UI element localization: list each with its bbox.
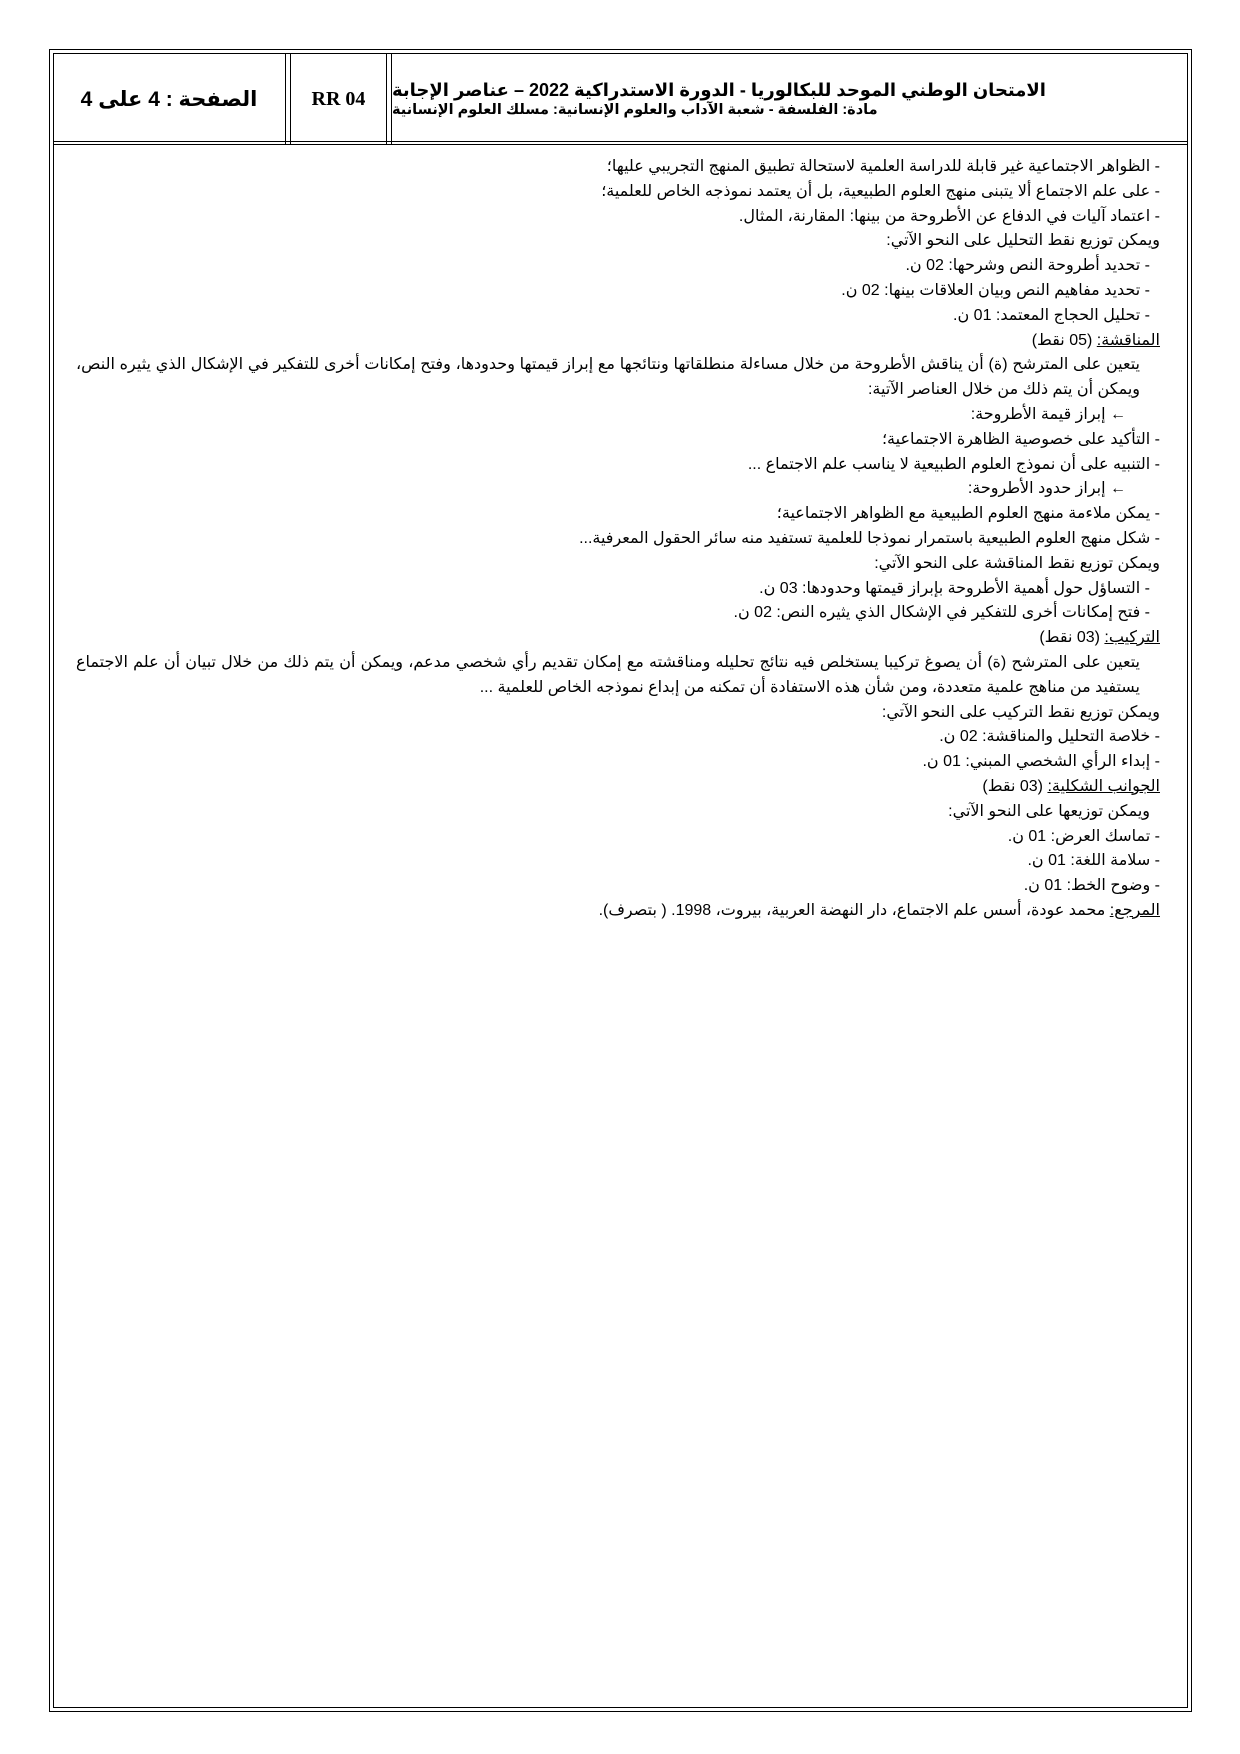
- discussion-paragraph: يتعين على المترشح (ة) أن يناقش الأطروحة من خلال مساءلة منطلقاتها ونتائجها مع إبراز قيمتها وحدودها، وفتح إمكانات أخرى للتفكير في الإشكال الذي يثيره النص، ويمكن أن يتم ذلك من خلال العناصر الآتية:: [76, 356, 1140, 399]
- limits-item: - شكل منهج العلوم الطبيعية باستمرار نموذجا للعلمية تستفيد منه سائر الحقول المعرفية...: [579, 529, 1160, 547]
- discussion-heading: المناقشة:: [1096, 331, 1160, 349]
- answer-key-content: [76, 155, 1160, 924]
- exam-code: RR 04: [311, 87, 366, 110]
- analysis-distribution-intro: ويمكن توزيع نقط التحليل على النحو الآتي:: [886, 232, 1160, 250]
- analysis-bullet: - على علم الاجتماع ألا يتبنى منهج العلوم الطبيعية، بل أن يعتمد نموذجه الخاص للعلمية؛: [601, 182, 1160, 200]
- exam-title: الامتحان الوطني الموحد للبكالوريا - الدورة الاستدراكية 2022 – عناصر الإجابة: [392, 80, 1046, 100]
- discussion-section: [76, 329, 1160, 627]
- header-separator: [53, 141, 1188, 145]
- discussion-point: - التساؤل حول أهمية الأطروحة بإبراز قيمتها وحدودها: 03 ن.: [759, 579, 1150, 597]
- formal-point: - تماسك العرض: 01 ن.: [1007, 827, 1160, 845]
- value-item: - التأكيد على خصوصية الظاهرة الاجتماعية؛: [881, 430, 1160, 448]
- exam-title-block: [392, 53, 1188, 145]
- synthesis-heading-line: [76, 626, 1160, 651]
- formal-distribution-intro: ويمكن توزيعها على النحو الآتي:: [948, 802, 1150, 820]
- discussion-point: - فتح إمكانات أخرى للتفكير في الإشكال الذي يثيره النص: 02 ن.: [733, 604, 1150, 622]
- formal-heading-line: [76, 775, 1160, 800]
- formal-score: (03 نقط): [982, 777, 1048, 795]
- analysis-point: - تحليل الحجاج المعتمد: 01 ن.: [953, 306, 1150, 324]
- reference-label: المرجع:: [1109, 901, 1160, 919]
- analysis-point: - تحديد أطروحة النص وشرحها: 02 ن.: [905, 257, 1150, 275]
- reference-text: محمد عودة، أسس علم الاجتماع، دار النهضة العربية، بيروت، 1998. ( بتصرف).: [598, 901, 1110, 919]
- synthesis-distribution-intro: ويمكن توزيع نقط التركيب على النحو الآتي:: [881, 703, 1160, 721]
- analysis-bullet: - الظواهر الاجتماعية غير قابلة للدراسة العلمية لاستحالة تطبيق المنهج التجريبي عليها؛: [606, 158, 1160, 175]
- value-item: - التنبيه على أن نموذج العلوم الطبيعية لا يناسب علم الاجتماع ...: [747, 455, 1160, 473]
- formal-point: - وضوح الخط: 01 ن.: [1023, 877, 1160, 895]
- analysis-point: - تحديد مفاهيم النص وبيان العلاقات بينها: 02 ن.: [841, 281, 1150, 299]
- limits-item: - يمكن ملاءمة منهج العلوم الطبيعية مع الظواهر الاجتماعية؛: [776, 505, 1160, 523]
- synthesis-score: (03 نقط): [1039, 629, 1105, 647]
- page-number: الصفحة : 4 على 4: [80, 87, 258, 111]
- synthesis-paragraph: يتعين على المترشح (ة) أن يصوغ تركيبا يستخلص فيه نتائج تحليله ومناقشته مع إمكان تقديم رأي شخصي مدعم، ويمكن أن يتم ذلك من خلال تبيان أن علم الاجتماع يستفيد من مناهج علمية متعددة، ومن شأن هذه الاستفادة أن تمكنه من إبداع نموذجه الخاص للعلمية ...: [76, 653, 1141, 696]
- reference-line: [76, 899, 1160, 924]
- exam-subject: مادة: الفلسفة - شعبة الآداب والعلوم الإنسانية: مسلك العلوم الإنسانية: [392, 102, 878, 118]
- formal-point: - سلامة اللغة: 01 ن.: [1027, 852, 1160, 870]
- analysis-section: [76, 155, 1160, 329]
- exam-header: [53, 53, 1188, 145]
- analysis-bullet: - اعتماد آليات في الدفاع عن الأطروحة من بينها: المقارنة، المثال.: [738, 207, 1160, 225]
- limits-heading: ← إبراز حدود الأطروحة:: [967, 480, 1126, 498]
- formal-section: [76, 775, 1160, 899]
- synthesis-point: - خلاصة التحليل والمناقشة: 02 ن.: [939, 728, 1160, 746]
- synthesis-point: - إبداء الرأي الشخصي المبني: 01 ن.: [922, 753, 1160, 771]
- formal-heading: الجوانب الشكلية:: [1047, 777, 1160, 795]
- synthesis-section: [76, 626, 1160, 775]
- discussion-score: (05 نقط): [1031, 331, 1097, 349]
- discussion-heading-line: [76, 329, 1160, 354]
- synthesis-heading: التركيب:: [1104, 629, 1160, 647]
- value-heading: ← إبراز قيمة الأطروحة:: [970, 405, 1126, 423]
- discussion-distribution-intro: ويمكن توزيع نقط المناقشة على النحو الآتي:: [874, 554, 1160, 572]
